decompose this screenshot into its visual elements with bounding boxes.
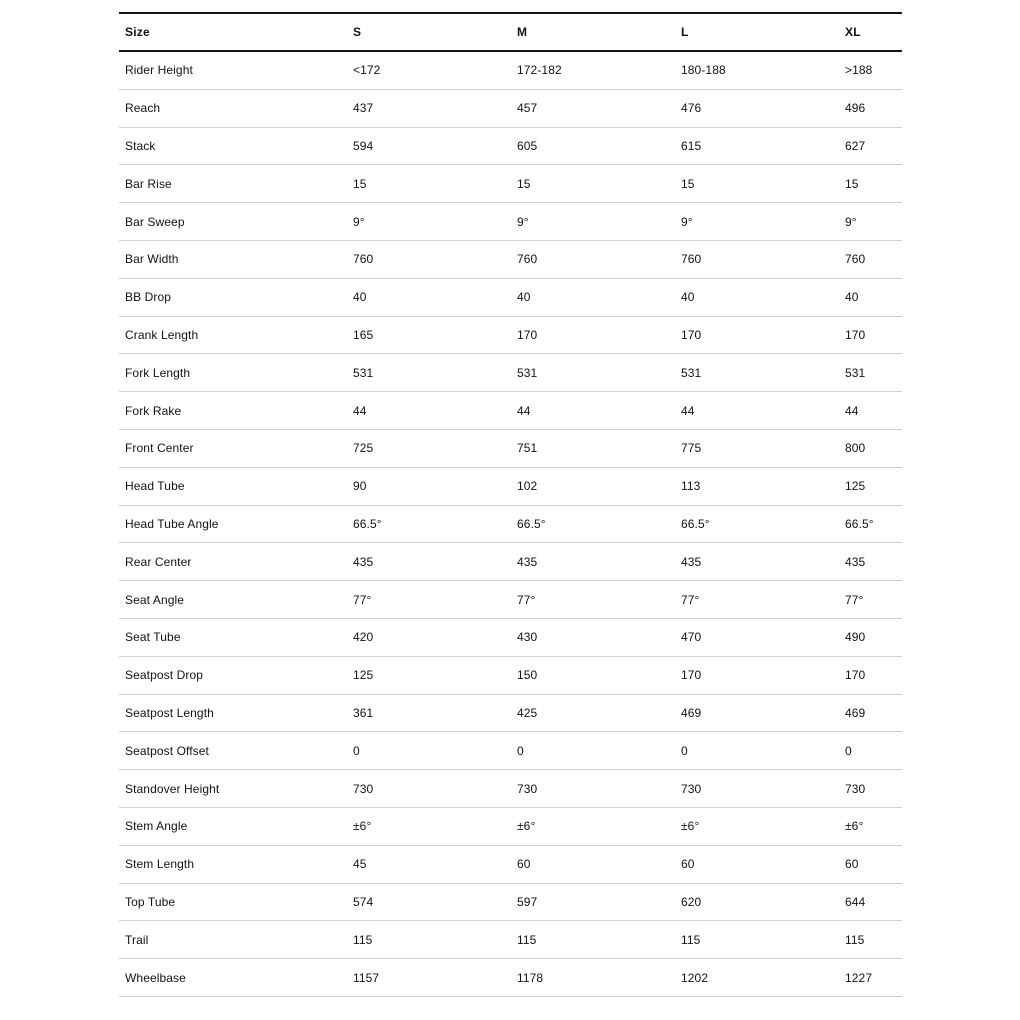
cell-value: 0 <box>353 732 517 770</box>
cell-value: 77° <box>517 581 681 619</box>
cell-value: 531 <box>517 354 681 392</box>
table-body <box>119 51 902 996</box>
cell-value: 615 <box>681 127 845 165</box>
cell-value: 597 <box>517 883 681 921</box>
cell-value: 170 <box>681 316 845 354</box>
cell-value: 760 <box>681 240 845 278</box>
table-row <box>119 467 902 505</box>
cell-value: 730 <box>353 770 517 808</box>
cell-value: 1157 <box>353 959 517 997</box>
cell-value: 531 <box>681 354 845 392</box>
cell-value: 476 <box>681 89 845 127</box>
table-row <box>119 392 902 430</box>
row-label: Seatpost Length <box>119 694 353 732</box>
cell-value: 170 <box>517 316 681 354</box>
column-header-size: Size <box>119 13 353 51</box>
table-row <box>119 354 902 392</box>
cell-value: 594 <box>353 127 517 165</box>
cell-value: 40 <box>353 278 517 316</box>
cell-value: 44 <box>353 392 517 430</box>
cell-value: 66.5° <box>845 505 902 543</box>
cell-value: 627 <box>845 127 902 165</box>
cell-value: 470 <box>681 618 845 656</box>
cell-value: 457 <box>517 89 681 127</box>
table-row <box>119 203 902 241</box>
cell-value: 0 <box>681 732 845 770</box>
cell-value: 435 <box>845 543 902 581</box>
cell-value: 170 <box>845 656 902 694</box>
cell-value: 361 <box>353 694 517 732</box>
row-label: Standover Height <box>119 770 353 808</box>
geometry-spec-table <box>119 12 902 997</box>
cell-value: 77° <box>681 581 845 619</box>
cell-value: 760 <box>517 240 681 278</box>
row-label: Trail <box>119 921 353 959</box>
cell-value: 44 <box>845 392 902 430</box>
row-label: Wheelbase <box>119 959 353 997</box>
row-label: Crank Length <box>119 316 353 354</box>
cell-value: 435 <box>353 543 517 581</box>
cell-value: 469 <box>681 694 845 732</box>
cell-value: 113 <box>681 467 845 505</box>
cell-value: 77° <box>845 581 902 619</box>
row-label: Fork Rake <box>119 392 353 430</box>
table-row <box>119 505 902 543</box>
table-row <box>119 278 902 316</box>
cell-value: 15 <box>845 165 902 203</box>
column-header-s: S <box>353 13 517 51</box>
table-row <box>119 656 902 694</box>
row-label: Fork Length <box>119 354 353 392</box>
cell-value: 760 <box>845 240 902 278</box>
row-label: Seat Angle <box>119 581 353 619</box>
table-row <box>119 127 902 165</box>
cell-value: 9° <box>353 203 517 241</box>
cell-value: 496 <box>845 89 902 127</box>
table-row <box>119 316 902 354</box>
column-header-xl: XL <box>845 13 902 51</box>
table-row <box>119 845 902 883</box>
cell-value: 0 <box>845 732 902 770</box>
column-header-m: M <box>517 13 681 51</box>
table-row <box>119 694 902 732</box>
table-row <box>119 959 902 997</box>
cell-value: 775 <box>681 429 845 467</box>
cell-value: 15 <box>681 165 845 203</box>
table-row <box>119 732 902 770</box>
cell-value: 800 <box>845 429 902 467</box>
cell-value: 66.5° <box>353 505 517 543</box>
cell-value: 90 <box>353 467 517 505</box>
cell-value: 0 <box>517 732 681 770</box>
table-row <box>119 581 902 619</box>
cell-value: 115 <box>517 921 681 959</box>
row-label: Bar Width <box>119 240 353 278</box>
cell-value: 125 <box>845 467 902 505</box>
table-row <box>119 883 902 921</box>
cell-value: 751 <box>517 429 681 467</box>
row-label: Reach <box>119 89 353 127</box>
row-label: Rider Height <box>119 51 353 89</box>
cell-value: 44 <box>517 392 681 430</box>
cell-value: 9° <box>845 203 902 241</box>
cell-value: 102 <box>517 467 681 505</box>
row-label: Seatpost Drop <box>119 656 353 694</box>
cell-value: 150 <box>517 656 681 694</box>
row-label: Stack <box>119 127 353 165</box>
cell-value: 574 <box>353 883 517 921</box>
cell-value: 437 <box>353 89 517 127</box>
row-label: Head Tube Angle <box>119 505 353 543</box>
cell-value: 469 <box>845 694 902 732</box>
cell-value: 165 <box>353 316 517 354</box>
cell-value: >188 <box>845 51 902 89</box>
cell-value: 60 <box>517 845 681 883</box>
cell-value: ±6° <box>517 807 681 845</box>
cell-value: 125 <box>353 656 517 694</box>
row-label: Bar Sweep <box>119 203 353 241</box>
table-row <box>119 543 902 581</box>
cell-value: 490 <box>845 618 902 656</box>
table-row <box>119 618 902 656</box>
cell-value: 40 <box>845 278 902 316</box>
row-label: Stem Angle <box>119 807 353 845</box>
cell-value: 1202 <box>681 959 845 997</box>
cell-value: 45 <box>353 845 517 883</box>
cell-value: 115 <box>353 921 517 959</box>
row-label: Front Center <box>119 429 353 467</box>
cell-value: <172 <box>353 51 517 89</box>
cell-value: 44 <box>681 392 845 430</box>
cell-value: 60 <box>845 845 902 883</box>
table-row <box>119 807 902 845</box>
cell-value: 420 <box>353 618 517 656</box>
table-header <box>119 13 902 51</box>
table-row <box>119 770 902 808</box>
cell-value: 730 <box>517 770 681 808</box>
cell-value: 644 <box>845 883 902 921</box>
cell-value: 9° <box>681 203 845 241</box>
cell-value: 605 <box>517 127 681 165</box>
row-label: Stem Length <box>119 845 353 883</box>
cell-value: 66.5° <box>681 505 845 543</box>
cell-value: 620 <box>681 883 845 921</box>
table-row <box>119 240 902 278</box>
cell-value: 40 <box>681 278 845 316</box>
cell-value: 40 <box>517 278 681 316</box>
row-label: Seatpost Offset <box>119 732 353 770</box>
cell-value: 172-182 <box>517 51 681 89</box>
cell-value: 730 <box>681 770 845 808</box>
cell-value: 66.5° <box>517 505 681 543</box>
cell-value: 15 <box>517 165 681 203</box>
row-label: Top Tube <box>119 883 353 921</box>
table-row <box>119 165 902 203</box>
cell-value: ±6° <box>353 807 517 845</box>
row-label: BB Drop <box>119 278 353 316</box>
cell-value: 730 <box>845 770 902 808</box>
cell-value: 1178 <box>517 959 681 997</box>
cell-value: ±6° <box>845 807 902 845</box>
cell-value: 430 <box>517 618 681 656</box>
cell-value: 170 <box>845 316 902 354</box>
cell-value: 115 <box>845 921 902 959</box>
cell-value: 15 <box>353 165 517 203</box>
cell-value: 1227 <box>845 959 902 997</box>
cell-value: 725 <box>353 429 517 467</box>
row-label: Head Tube <box>119 467 353 505</box>
row-label: Seat Tube <box>119 618 353 656</box>
cell-value: 425 <box>517 694 681 732</box>
cell-value: 531 <box>845 354 902 392</box>
cell-value: 435 <box>517 543 681 581</box>
table-row <box>119 429 902 467</box>
cell-value: 60 <box>681 845 845 883</box>
row-label: Bar Rise <box>119 165 353 203</box>
cell-value: 9° <box>517 203 681 241</box>
cell-value: 77° <box>353 581 517 619</box>
cell-value: 531 <box>353 354 517 392</box>
cell-value: 180-188 <box>681 51 845 89</box>
cell-value: 170 <box>681 656 845 694</box>
cell-value: 435 <box>681 543 845 581</box>
row-label: Rear Center <box>119 543 353 581</box>
cell-value: 115 <box>681 921 845 959</box>
cell-value: 760 <box>353 240 517 278</box>
table-row <box>119 921 902 959</box>
geometry-table-container <box>119 12 902 997</box>
table-row <box>119 89 902 127</box>
table-row <box>119 51 902 89</box>
cell-value: ±6° <box>681 807 845 845</box>
column-header-l: L <box>681 13 845 51</box>
table-header-row <box>119 13 902 51</box>
